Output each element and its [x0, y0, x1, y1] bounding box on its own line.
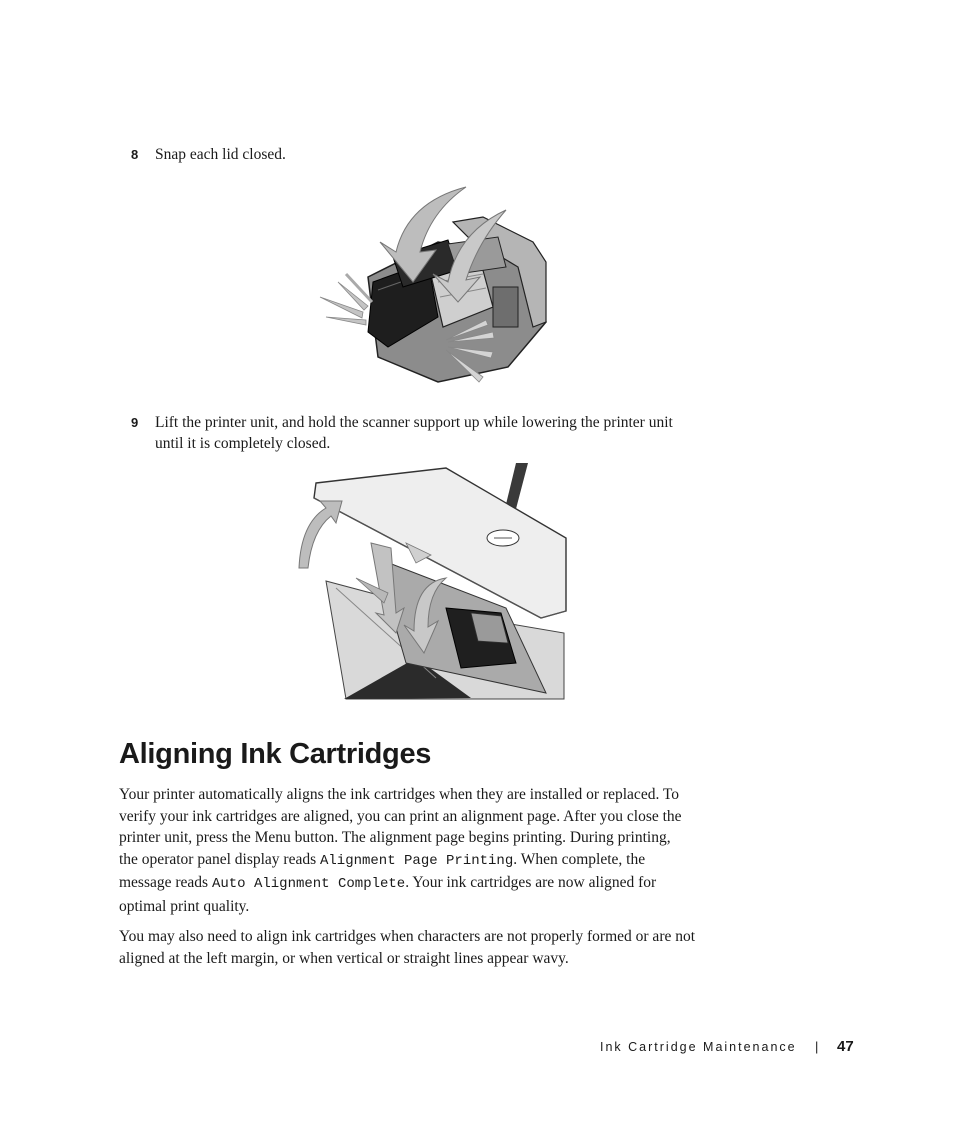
text-run: . When complete, the — [513, 850, 646, 868]
paragraph-line: verify your ink cartridges are aligned, you can print an alignment page. After you close the — [119, 807, 682, 825]
step-8 — [131, 144, 771, 168]
page-footer — [600, 1040, 860, 1060]
footer-separator: | — [815, 1039, 819, 1054]
step-number: 8 — [131, 147, 139, 162]
alignment-paragraph — [119, 784, 759, 917]
step-number: 9 — [131, 415, 139, 430]
paragraph-line — [119, 849, 759, 873]
printer-closing-illustration — [296, 463, 568, 703]
step-text: Snap each lid closed. — [155, 146, 286, 163]
step-text-line-1: Lift the printer unit, and hold the scanner support up while lowering the printer unit — [155, 414, 673, 431]
footer-chapter-title: Ink Cartridge Maintenance — [600, 1040, 797, 1054]
printer-unit-drawing — [296, 463, 568, 703]
paragraph-line: Your printer automatically aligns the ink cartridges when they are installed or replaced. To — [119, 786, 680, 803]
display-message-complete: Auto Alignment Complete — [211, 876, 406, 892]
paragraph-line: You may also need to align ink cartridges when characters are not properly formed or are not — [119, 928, 696, 945]
step-text-line-2: until it is completely closed. — [155, 435, 331, 452]
paragraph-line: optimal print quality. — [119, 897, 250, 915]
page-number: 47 — [837, 1038, 854, 1055]
step-9 — [131, 412, 771, 456]
additional-alignment-paragraph — [119, 926, 759, 969]
paragraph-line — [119, 872, 759, 896]
paragraph-line: aligned at the left margin, or when vertical or straight lines appear wavy. — [119, 949, 569, 967]
cartridge-carrier-drawing — [318, 182, 554, 390]
text-run: . Your ink cartridges are now aligned for — [405, 874, 657, 891]
section-heading: Aligning Ink Cartridges — [119, 738, 432, 770]
cartridge-lids-illustration — [318, 182, 554, 390]
paragraph-line: printer unit, press the Menu button. The alignment page begins printing. During printing, — [119, 829, 671, 846]
text-run: the operator panel display reads — [119, 850, 320, 868]
text-run: message reads — [119, 874, 212, 891]
display-message-printing: Alignment Page Printing — [320, 852, 514, 869]
